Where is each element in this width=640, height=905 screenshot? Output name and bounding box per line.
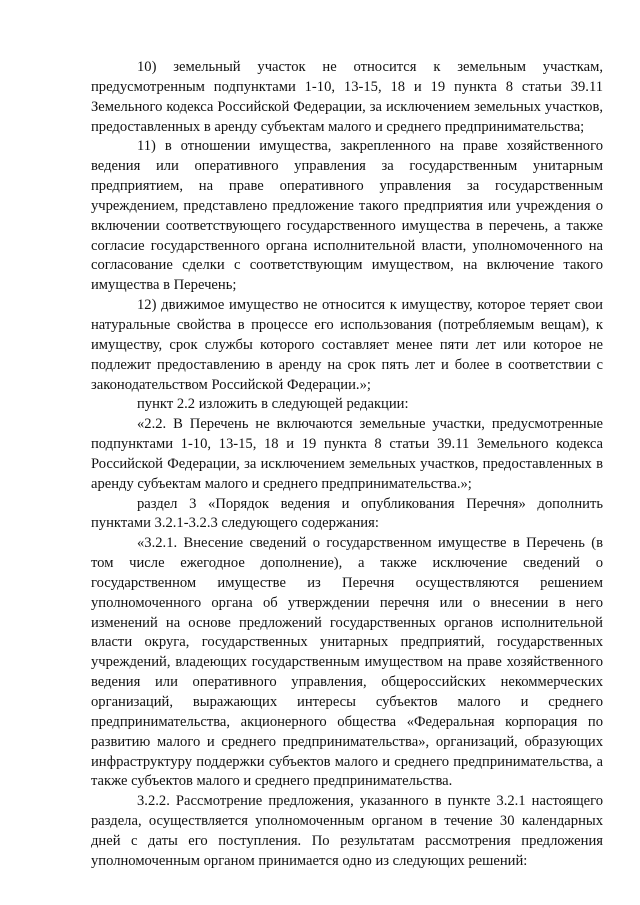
paragraph-amend-2-2-intro: пункт 2.2 изложить в следующей редакции: (137, 396, 409, 413)
paragraph-item-12: 12) движимое имущество не относится к имуществу, которое теряет свои натуральные свойства в процессе его использования (потребляемым вещам), к имуществу, срок службы которого составляет менее пяти лет или которое не подлежит предоставлению в аренду на срок пять лет и более в соответствии с законодательством Российской Федерации.»; (91, 297, 603, 393)
paragraph-clause-3-2-2: 3.2.2. Рассмотрение предложения, указанного в пункте 3.2.1 настоящего раздела, осуществляется уполномоченным органом в течение 30 календарных дней с даты его поступления. По результатам рассмотрения предложения уполномоченным органом принимается одно из следующих решений: (91, 793, 603, 869)
paragraph-item-10: 10) земельный участок не относится к земельным участкам, предусмотренным подпунктами 1-10, 13-15, 18 и 19 пункта 8 статьи 39.11 Земельного кодекса Российской Федерации, за исключением земельных участков, предоставленных в аренду субъектам малого и среднего предпринимательства; (91, 59, 603, 135)
paragraph-item-11: 11) в отношении имущества, закрепленного на праве хозяйственного ведения или оперативного управления за государственным унитарным предприятием, на праве оперативного управления за государственным учреждением, представлено предложение такого предприятия или учреждения о включении соответствующего государственного имущества в перечень, а также согласие государственного органа исполнительной власти, уполномоченного на согласование сделки с соответствующим имуществом, на включение такого имущества в Перечень; (91, 138, 603, 294)
paragraph-clause-3-2-1: «3.2.1. Внесение сведений о государственном имуществе в Перечень (в том числе ежегодное дополнение), а также исключение сведений о государственном имуществе из Перечня осуществляются решением уполномоченного органа об утверждении перечня или о внесении в него изменений на основе предложений государственных органов исполнительной власти округа, государственных унитарных предприятий, государственных учреждений, владеющих государственным имуществом на праве хозяйственного ведения или оперативного управления, общероссийских некоммерческих организаций, выражающих интересы субъектов малого и среднего предпринимательства, акционерного общества «Федеральная корпорация по развитию малого и среднего предпринимательства», организаций, образующих инфраструктуру поддержки субъектов малого и среднего предпринимательства, а также субъектов малого и среднего предпринимательства. (91, 535, 603, 790)
document-page (91, 58, 603, 872)
paragraph-section-3-intro: раздел 3 «Порядок ведения и опубликования Перечня» дополнить пунктами 3.2.1-3.2.3 следующего содержания: (91, 495, 603, 532)
paragraph-clause-2-2: «2.2. В Перечень не включаются земельные участки, предусмотренные подпунктами 1-10, 13-15, 18 и 19 пункта 8 статьи 39.11 Земельного кодекса Российской Федерации, за исключением земельных участков, предоставленных в аренду субъектам малого и среднего предпринимательства.»; (91, 416, 603, 492)
